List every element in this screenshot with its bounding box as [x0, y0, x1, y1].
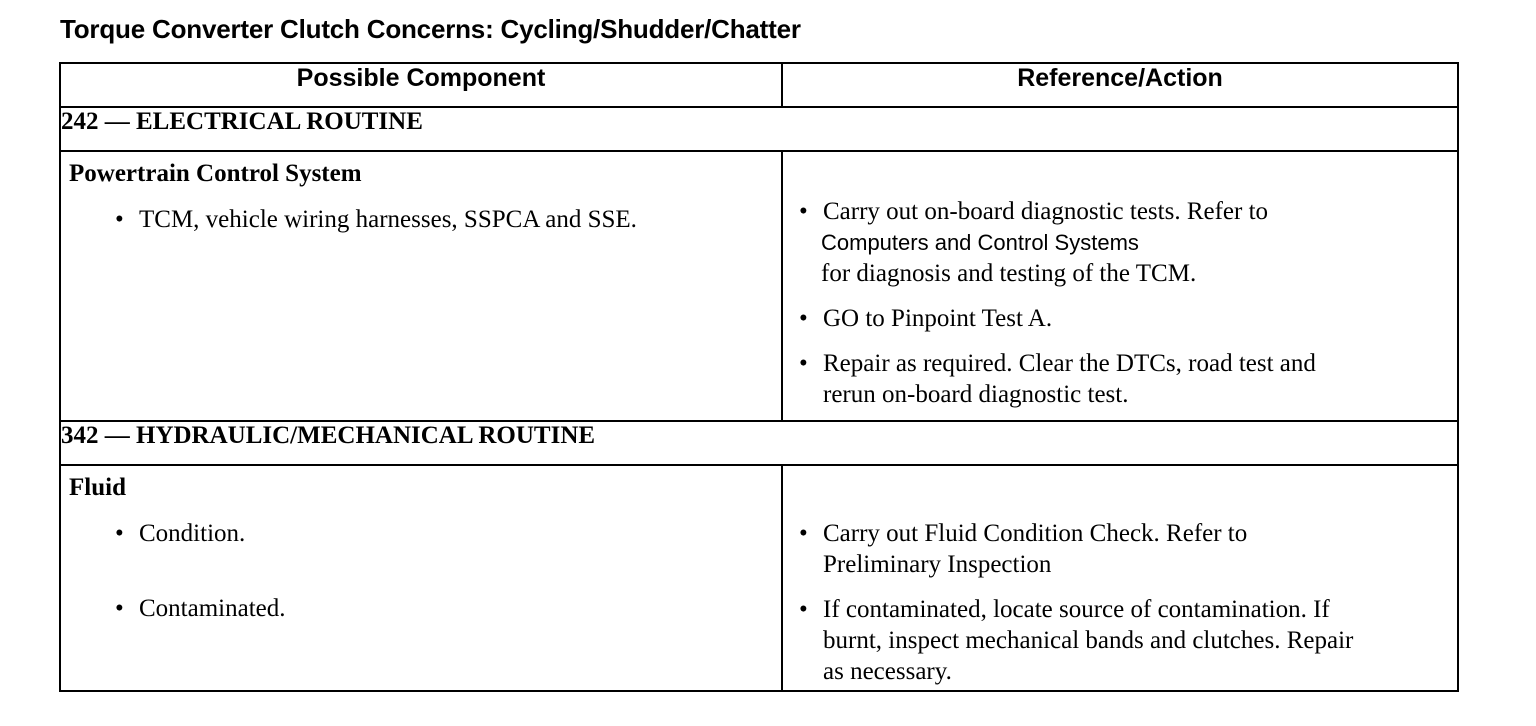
bullet: •: [115, 520, 124, 547]
list-item: [783, 196, 1457, 289]
page-title: Torque Converter Clutch Concerns: Cycling/Shudder/Chatter: [60, 14, 801, 44]
bullet: •: [799, 596, 808, 623]
header-row: [60, 63, 1458, 107]
bullet: •: [799, 350, 808, 377]
section-row-hydraulic: [60, 421, 1458, 465]
action-text-cont: as necessary.: [823, 658, 952, 685]
section-title: 342 — HYDRAULIC/MECHANICAL ROUTINE: [60, 421, 1458, 465]
action-text: Carry out Fluid Condition Check. Refer to: [823, 520, 1248, 547]
column-header-action: Reference/Action: [782, 63, 1458, 107]
item-text: Condition.: [139, 520, 246, 547]
item-text: Contaminated.: [139, 595, 286, 622]
action-text: Carry out on-board diagnostic tests. Refer to: [823, 198, 1269, 225]
list-item: [783, 348, 1457, 410]
action-text: GO to Pinpoint Test A.: [823, 305, 1053, 332]
list-item: [61, 204, 781, 235]
bullet: •: [799, 520, 808, 547]
section-row-electrical: [60, 107, 1458, 151]
item-text: TCM, vehicle wiring harnesses, SSPCA and SSE.: [139, 206, 637, 233]
bullet: •: [115, 595, 124, 622]
bullet: •: [799, 305, 808, 332]
bullet: •: [115, 206, 124, 233]
column-header-component: Possible Component: [60, 63, 782, 107]
action-text: If contaminated, locate source of contamination. If: [823, 596, 1330, 623]
component-name: Powertrain Control System: [69, 160, 362, 187]
action-text-tail: for diagnosis and testing of the TCM.: [821, 260, 1197, 287]
section-title: 242 — ELECTRICAL ROUTINE: [60, 107, 1458, 151]
list-item: [783, 594, 1457, 687]
table-row: [60, 465, 1458, 691]
reference-link[interactable]: Computers and Control Systems: [821, 230, 1139, 255]
action-text-cont: burnt, inspect mechanical bands and clutches. Repair: [823, 627, 1354, 654]
list-item: [783, 518, 1457, 580]
action-cell: [782, 151, 1458, 421]
action-text: Repair as required. Clear the DTCs, road test and: [823, 350, 1316, 377]
component-name: Fluid: [69, 474, 126, 501]
bullet: •: [799, 198, 808, 225]
component-cell: [60, 151, 782, 421]
action-cell: [782, 465, 1458, 691]
concerns-table: [59, 62, 1459, 692]
list-item: [783, 303, 1457, 334]
reference-link[interactable]: Preliminary Inspection: [823, 551, 1052, 578]
action-text-cont: rerun on-board diagnostic test.: [823, 381, 1129, 408]
component-cell: [60, 465, 782, 691]
list-item: [61, 518, 781, 549]
list-item: [61, 593, 781, 624]
table-row: [60, 151, 1458, 421]
